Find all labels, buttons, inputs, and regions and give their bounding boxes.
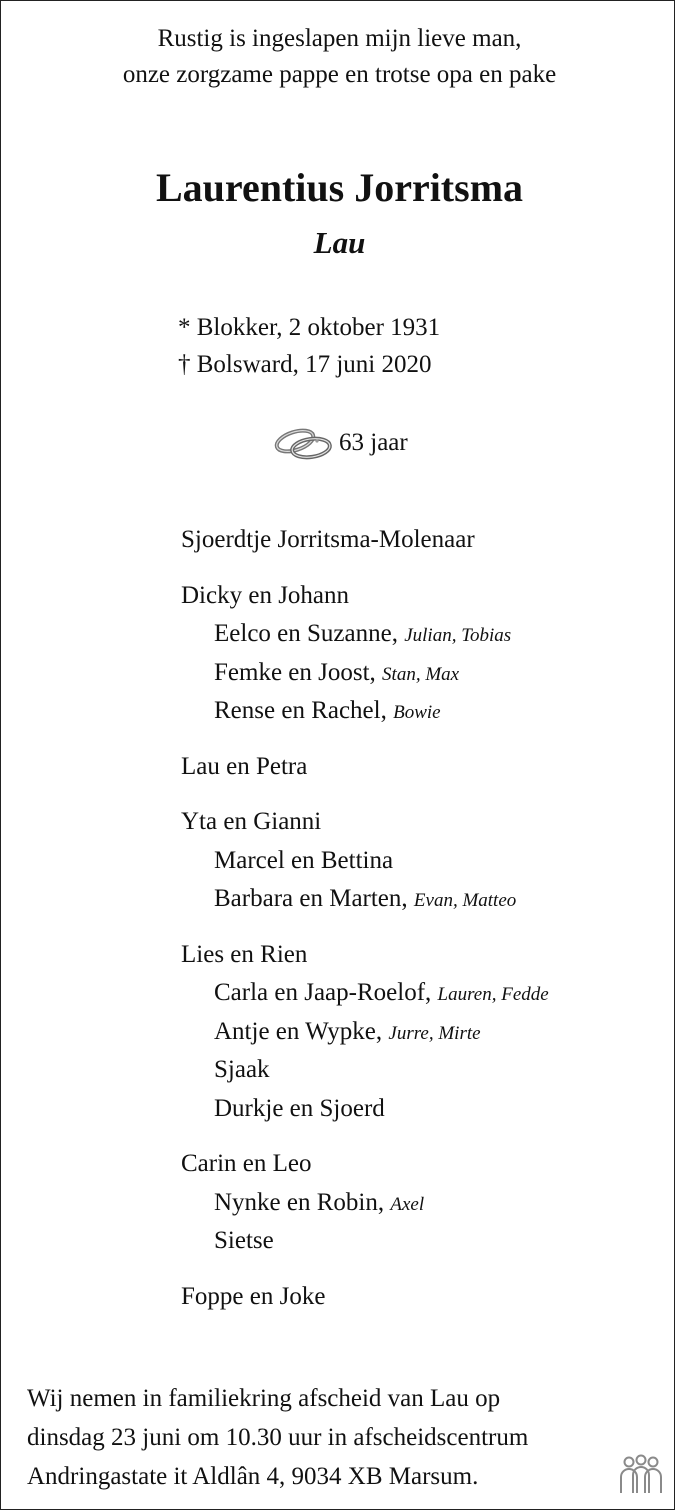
grandchildren-names: Bowie xyxy=(393,702,441,723)
birth-line: * Blokker, 2 oktober 1931 xyxy=(178,314,441,341)
family-member xyxy=(181,1013,549,1052)
family-member xyxy=(181,615,549,654)
grandchildren-names: Julian, Tobias xyxy=(404,625,512,646)
notice-line: Andringastate it Aldlân 4, 9034 XB Marsum. xyxy=(27,1463,479,1490)
family-list xyxy=(181,521,549,1316)
grandchildren-names: Lauren, Fedde xyxy=(437,984,549,1005)
wedding-rings-icon xyxy=(271,423,335,463)
marriage-years: 63 jaar xyxy=(339,429,408,456)
family-member: Marcel en Bettina xyxy=(214,846,394,874)
intro-line: onze zorgzame pappe en trotse opa en pake xyxy=(122,61,557,88)
family-head: Lau en Petra xyxy=(181,752,308,780)
grandchildren-names: Evan, Matteo xyxy=(413,890,517,911)
life-dates xyxy=(178,309,440,383)
notice-line: Wij nemen in familiekring afscheid van Lau op xyxy=(27,1385,501,1412)
member-names: Antje en Wypke, xyxy=(214,1017,383,1045)
member-names: Rense en Rachel, xyxy=(214,697,387,724)
grandchildren-names: Stan, Max xyxy=(382,663,460,685)
family-member: Sietse xyxy=(214,1227,274,1254)
member-names: Nynke en Robin, xyxy=(214,1188,385,1216)
family-head: Carin en Leo xyxy=(181,1150,312,1177)
family-head: Lies en Rien xyxy=(181,940,308,968)
spouse-name: Sjoerdtje Jorritsma-Molenaar xyxy=(181,526,475,553)
notice-line: dinsdag 23 juni om 10.30 uur in afscheidscentrum xyxy=(27,1424,529,1451)
member-names: Femke en Joost, xyxy=(214,658,376,686)
member-names: Eelco en Suzanne, xyxy=(214,620,398,647)
marriage-duration xyxy=(271,423,408,463)
family-member xyxy=(181,692,549,731)
family-head: Dicky en Johann xyxy=(181,581,350,609)
family-member xyxy=(181,974,549,1013)
family-member xyxy=(181,880,549,919)
death-line: † Bolsward, 17 juni 2020 xyxy=(178,351,432,378)
family-member: Sjaak xyxy=(214,1056,270,1083)
member-names: Carla en Jaap-Roelof, xyxy=(214,979,432,1006)
family-member xyxy=(181,1184,549,1223)
deceased-nickname: Lau xyxy=(313,225,366,260)
family-head: Foppe en Joke xyxy=(181,1282,326,1310)
member-names: Barbara en Marten, xyxy=(214,885,408,912)
intro-text xyxy=(1,21,677,93)
family-member: Durkje en Sjoerd xyxy=(214,1094,385,1122)
grandchildren-names: Jurre, Mirte xyxy=(388,1022,481,1044)
deceased-name: Laurentius Jorritsma xyxy=(155,165,524,210)
people-group-icon xyxy=(617,1453,665,1497)
family-head: Yta en Gianni xyxy=(181,808,322,835)
grandchildren-names: Axel xyxy=(390,1193,425,1215)
family-member xyxy=(181,654,549,693)
intro-line: Rustig is ingeslapen mijn lieve man, xyxy=(157,25,522,52)
funeral-notice xyxy=(27,1379,528,1496)
